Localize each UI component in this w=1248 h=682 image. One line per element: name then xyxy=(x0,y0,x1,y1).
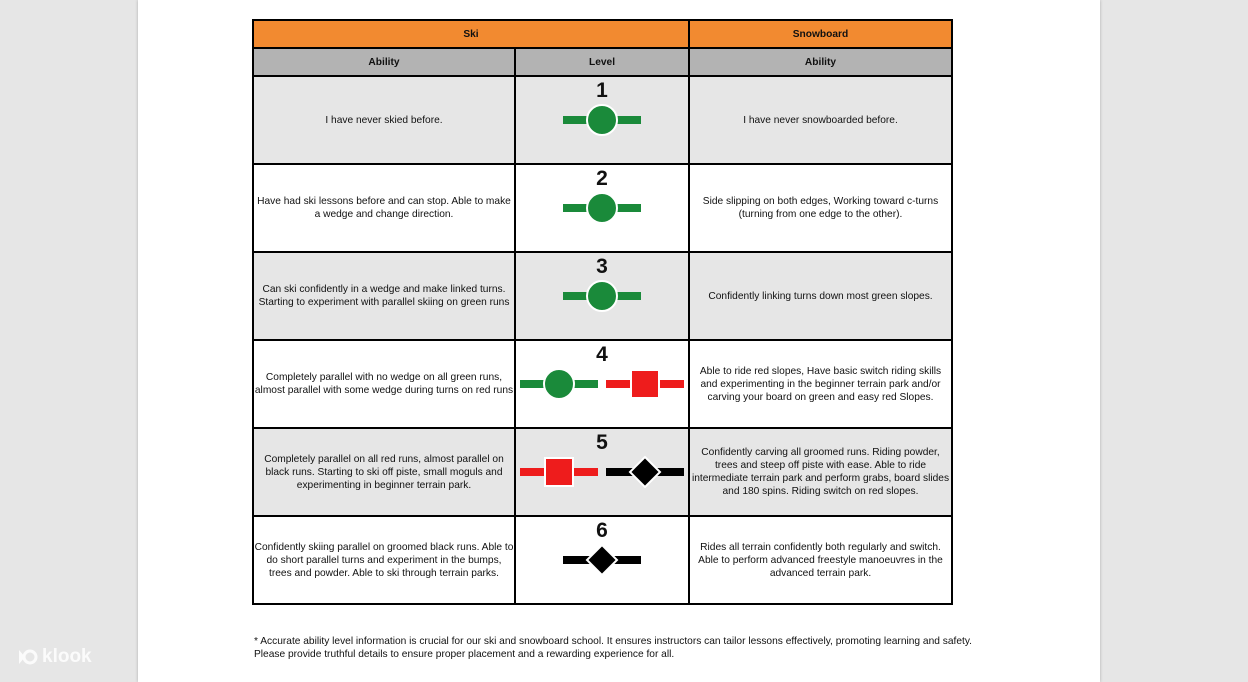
column-header-row xyxy=(253,48,952,76)
footnote xyxy=(254,635,974,661)
black-diamond-icon xyxy=(562,544,642,576)
difficulty-symbols xyxy=(516,456,688,488)
green-circle-icon xyxy=(519,368,599,400)
footnote-line-1: * Accurate ability level information is crucial for our ski and snowboard school. It ensures instructors can tailor lessons effectively, promoting learning and safety. xyxy=(254,636,972,647)
level-number: 5 xyxy=(596,431,608,454)
level-number: 6 xyxy=(596,519,608,542)
level-row xyxy=(253,428,952,516)
snowboard-ability-cell: I have never snowboarded before. xyxy=(689,76,952,164)
ski-ability-header: Ability xyxy=(253,48,515,76)
level-cell xyxy=(515,164,689,252)
level-cell xyxy=(515,516,689,604)
difficulty-symbols xyxy=(516,192,688,224)
sport-header-row xyxy=(253,20,952,48)
level-row xyxy=(253,164,952,252)
snowboard-ability-cell: Side slipping on both edges, Working toward c-turns (turning from one edge to the other). xyxy=(689,164,952,252)
level-row xyxy=(253,76,952,164)
document-page xyxy=(138,0,1100,682)
level-cell xyxy=(515,76,689,164)
ski-ability-cell: Completely parallel on all red runs, almost parallel on black runs. Starting to ski off piste, small moguls and experimenting in beginner terrain park. xyxy=(253,428,515,516)
level-cell xyxy=(515,428,689,516)
ability-level-table xyxy=(252,19,953,605)
level-number: 3 xyxy=(596,255,608,278)
snowboard-ability-cell: Confidently carving all groomed runs. Riding powder, trees and steep off piste with ease. Able to ride intermediate terrain park and perform grabs, board slides and 180 spins. Riding switch on red slopes. xyxy=(689,428,952,516)
ski-ability-cell: I have never skied before. xyxy=(253,76,515,164)
difficulty-symbols xyxy=(516,104,688,136)
snowboard-ability-cell: Confidently linking turns down most green slopes. xyxy=(689,252,952,340)
watermark-text: klook xyxy=(42,646,92,667)
red-square-icon xyxy=(605,368,685,400)
klook-logo-icon xyxy=(16,646,38,668)
difficulty-symbols xyxy=(516,368,688,400)
level-row xyxy=(253,252,952,340)
ski-ability-cell: Completely parallel with no wedge on all green runs, almost parallel with some wedge during turns on red runs xyxy=(253,340,515,428)
watermark xyxy=(16,646,92,668)
snowboard-ability-header: Ability xyxy=(689,48,952,76)
ski-ability-cell: Have had ski lessons before and can stop. Able to make a wedge and change direction. xyxy=(253,164,515,252)
ski-header: Ski xyxy=(253,20,689,48)
black-diamond-icon xyxy=(605,456,685,488)
ski-ability-cell: Confidently skiing parallel on groomed black runs. Able to do short parallel turns and experiment in the bumps, trees and powder. Able to ski through terrain parks. xyxy=(253,516,515,604)
level-row xyxy=(253,340,952,428)
ski-ability-cell: Can ski confidently in a wedge and make linked turns. Starting to experiment with parallel skiing on green runs xyxy=(253,252,515,340)
level-cell xyxy=(515,252,689,340)
green-circle-icon xyxy=(562,280,642,312)
level-row xyxy=(253,516,952,604)
green-circle-icon xyxy=(562,192,642,224)
red-square-icon xyxy=(519,456,599,488)
level-cell xyxy=(515,340,689,428)
footnote-line-2: Please provide truthful details to ensure proper placement and a rewarding experience for all. xyxy=(254,649,675,660)
level-number: 2 xyxy=(596,167,608,190)
snowboard-ability-cell: Able to ride red slopes, Have basic switch riding skills and experimenting in the beginner terrain park and/or carving your board on green and easy red Slopes. xyxy=(689,340,952,428)
snowboard-ability-cell: Rides all terrain confidently both regularly and switch. Able to perform advanced freestyle manoeuvres in the advanced terrain park. xyxy=(689,516,952,604)
level-header: Level xyxy=(515,48,689,76)
difficulty-symbols xyxy=(516,280,688,312)
level-number: 1 xyxy=(596,79,608,102)
difficulty-symbols xyxy=(516,544,688,576)
snowboard-header: Snowboard xyxy=(689,20,952,48)
level-number: 4 xyxy=(596,343,608,366)
green-circle-icon xyxy=(562,104,642,136)
